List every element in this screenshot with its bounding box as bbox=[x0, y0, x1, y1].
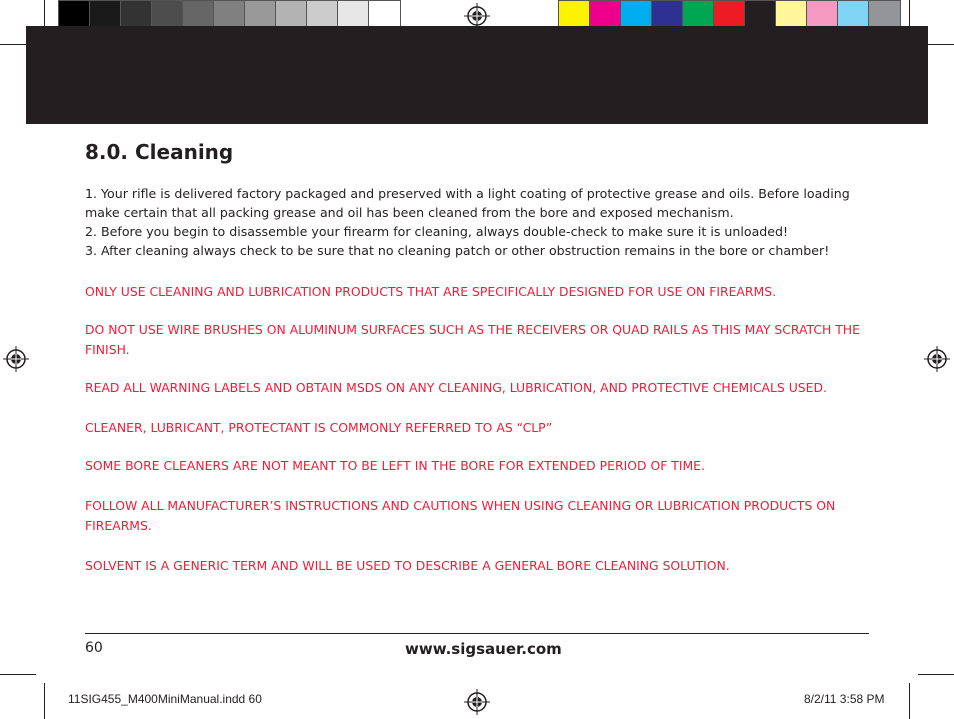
slug-filename: 11SIG455_M400MiniManual.indd 60 bbox=[68, 692, 262, 706]
page-number: 60 bbox=[85, 640, 103, 656]
warning-text: FOLLOW ALL MANUFACTURER’S INSTRUCTIONS AND CAUTIONS WHEN USING CLEANING OR LUBRICATION PRODUCTS ON FIREARMS. bbox=[85, 498, 836, 533]
registration-target-icon bbox=[464, 3, 490, 29]
slug-datetime: 8/2/11 3:58 PM bbox=[804, 692, 885, 706]
website-link[interactable]: www.sigsauer.com bbox=[405, 640, 562, 658]
warning-text: DO NOT USE WIRE BRUSHES ON ALUMINUM SURFACES SUCH AS THE RECEIVERS OR QUAD RAILS AS THIS MAY SCRATCH THE FINISH. bbox=[85, 322, 860, 357]
instruction-item: 3. After cleaning always check to be sure that no cleaning patch or other obstruction remains in the bore or chamber! bbox=[85, 243, 830, 258]
instructions-list bbox=[85, 184, 875, 260]
warning-text: SOME BORE CLEANERS ARE NOT MEANT TO BE LEFT IN THE BORE FOR EXTENDED PERIOD OF TIME. bbox=[85, 458, 705, 473]
crop-mark-top-right-v bbox=[909, 0, 910, 36]
crop-mark-top-left-v bbox=[44, 0, 45, 36]
registration-target-icon bbox=[924, 346, 950, 372]
header-band bbox=[26, 26, 928, 124]
section-title: 8.0. Cleaning bbox=[85, 140, 234, 164]
crop-mark-bottom-right-h bbox=[918, 674, 954, 675]
registration-target-icon bbox=[464, 689, 490, 715]
footer-rule bbox=[85, 633, 869, 634]
registration-target-icon bbox=[3, 346, 29, 372]
crop-mark-bottom-left-v bbox=[44, 683, 45, 719]
warning-text: CLEANER, LUBRICANT, PROTECTANT IS COMMONLY REFERRED TO AS “CLP” bbox=[85, 420, 553, 435]
warning-text: SOLVENT IS A GENERIC TERM AND WILL BE USED TO DESCRIBE A GENERAL BORE CLEANING SOLUTION. bbox=[85, 558, 730, 573]
crop-mark-top-left-h bbox=[0, 44, 36, 45]
crop-mark-bottom-left-h bbox=[0, 674, 36, 675]
crop-mark-top-right-h bbox=[918, 44, 954, 45]
warning-text: READ ALL WARNING LABELS AND OBTAIN MSDS ON ANY CLEANING, LUBRICATION, AND PROTECTIVE CHEMICALS USED. bbox=[85, 380, 827, 395]
crop-mark-bottom-right-v bbox=[909, 683, 910, 719]
instruction-item: 1. Your rifle is delivered factory packaged and preserved with a light coating of protective grease and oils. Before loading make certain that all packing grease and oil has been cleaned from the bore and exposed mechanism. bbox=[85, 186, 850, 220]
instruction-item: 2. Before you begin to disassemble your firearm for cleaning, always double-check to make sure it is unloaded! bbox=[85, 224, 789, 239]
warning-text: ONLY USE CLEANING AND LUBRICATION PRODUCTS THAT ARE SPECIFICALLY DESIGNED FOR USE ON FIREARMS. bbox=[85, 284, 777, 299]
